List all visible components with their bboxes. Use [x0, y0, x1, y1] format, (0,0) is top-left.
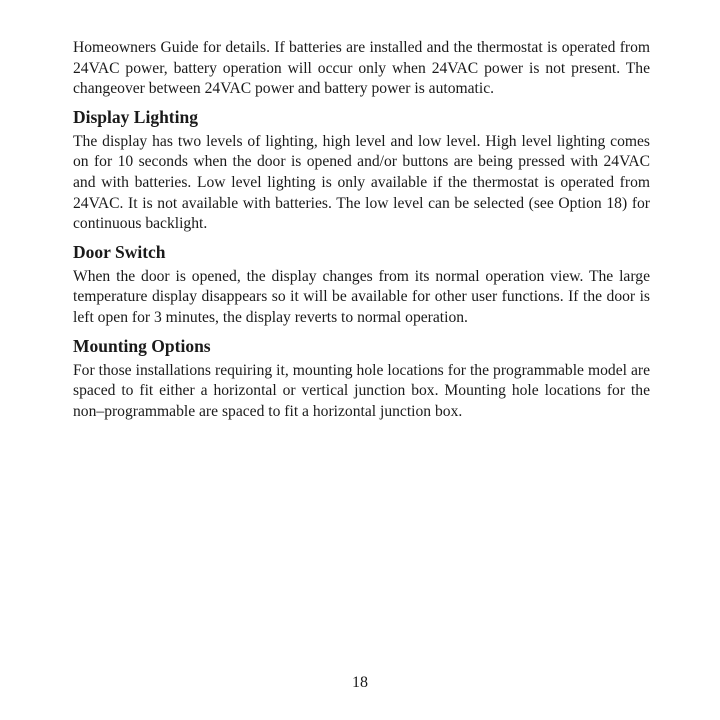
section-heading-door-switch: Door Switch	[73, 241, 166, 262]
section-body-door-switch: When the door is opened, the display changes from its normal operation view. The large temperature display disappears so it will be available for other user functions. If the door is left open for 3 minutes, the display reverts to normal operation.	[73, 267, 650, 326]
section-heading-display-lighting: Display Lighting	[73, 106, 198, 127]
document-page	[73, 38, 650, 422]
section-body-mounting-options: For those installations requiring it, mounting hole locations for the programmable model are spaced to fit either a horizontal or vertical junction box. Mounting hole locations for the non–programmable are spaced to fit a horizontal junction box.	[73, 361, 650, 420]
section-heading-mounting-options: Mounting Options	[73, 335, 211, 356]
intro-paragraph: Homeowners Guide for details. If batteries are installed and the thermostat is operated from 24VAC power, battery operation will occur only when 24VAC power is not present. The changeover between 24VAC power and battery power is automatic.	[73, 39, 650, 98]
page-number: 18	[352, 674, 368, 691]
section-body-display-lighting: The display has two levels of lighting, high level and low level. High level lighting comes on for 10 seconds when the door is opened and/or buttons are being pressed with 24VAC and with batteries. Low level lighting is only available if the thermostat is operated from 24VAC. It is not available with batteries. The low level can be selected (see Option 18) for continuous backlight.	[73, 132, 650, 233]
